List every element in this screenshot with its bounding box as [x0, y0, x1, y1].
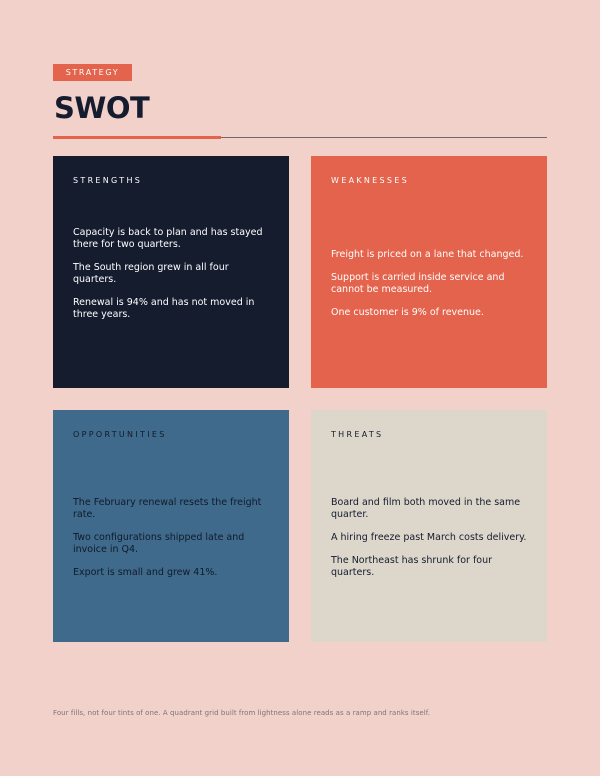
opportunities-list — [73, 497, 273, 579]
list-item: Support is carried inside service and cannot be measured. — [331, 271, 505, 295]
weaknesses-quadrant — [311, 156, 547, 388]
list-item: Capacity is back to plan and has stayed there for two quarters. — [73, 227, 263, 251]
list-item: Two configurations shipped late and invoice in Q4. — [73, 531, 245, 555]
weaknesses-label: WEAKNESSES — [331, 176, 410, 185]
page-title: SWOT — [54, 91, 150, 125]
strengths-label: STRENGTHS — [73, 176, 143, 185]
list-item: Freight is priced on a lane that changed. — [331, 248, 524, 260]
threats-quadrant — [311, 410, 547, 642]
threats-list — [331, 497, 531, 579]
list-item: The February renewal resets the freight rate. — [73, 496, 262, 520]
list-item: The South region grew in all four quarters. — [73, 262, 229, 286]
list-item: Export is small and grew 41%. — [73, 566, 218, 578]
weaknesses-list — [331, 249, 531, 319]
list-item: One customer is 9% of revenue. — [331, 306, 484, 318]
opportunities-label: OPPORTUNITIES — [73, 430, 167, 439]
list-item: The Northeast has shrunk for four quarters. — [331, 554, 493, 578]
section-tag: STRATEGY — [53, 64, 132, 81]
list-item: Board and film both moved in the same quarter. — [331, 496, 521, 520]
list-item: Renewal is 94% and has not moved in three years. — [73, 297, 255, 321]
strengths-list — [73, 227, 273, 321]
threats-label: THREATS — [331, 430, 384, 439]
footnote: Four fills, not four tints of one. A quadrant grid built from lightness alone reads as a ramp and ranks itself. — [53, 709, 431, 717]
strengths-quadrant — [53, 156, 289, 388]
opportunities-quadrant — [53, 410, 289, 642]
list-item: A hiring freeze past March costs delivery. — [331, 531, 527, 543]
title-accent-bar — [53, 136, 221, 139]
